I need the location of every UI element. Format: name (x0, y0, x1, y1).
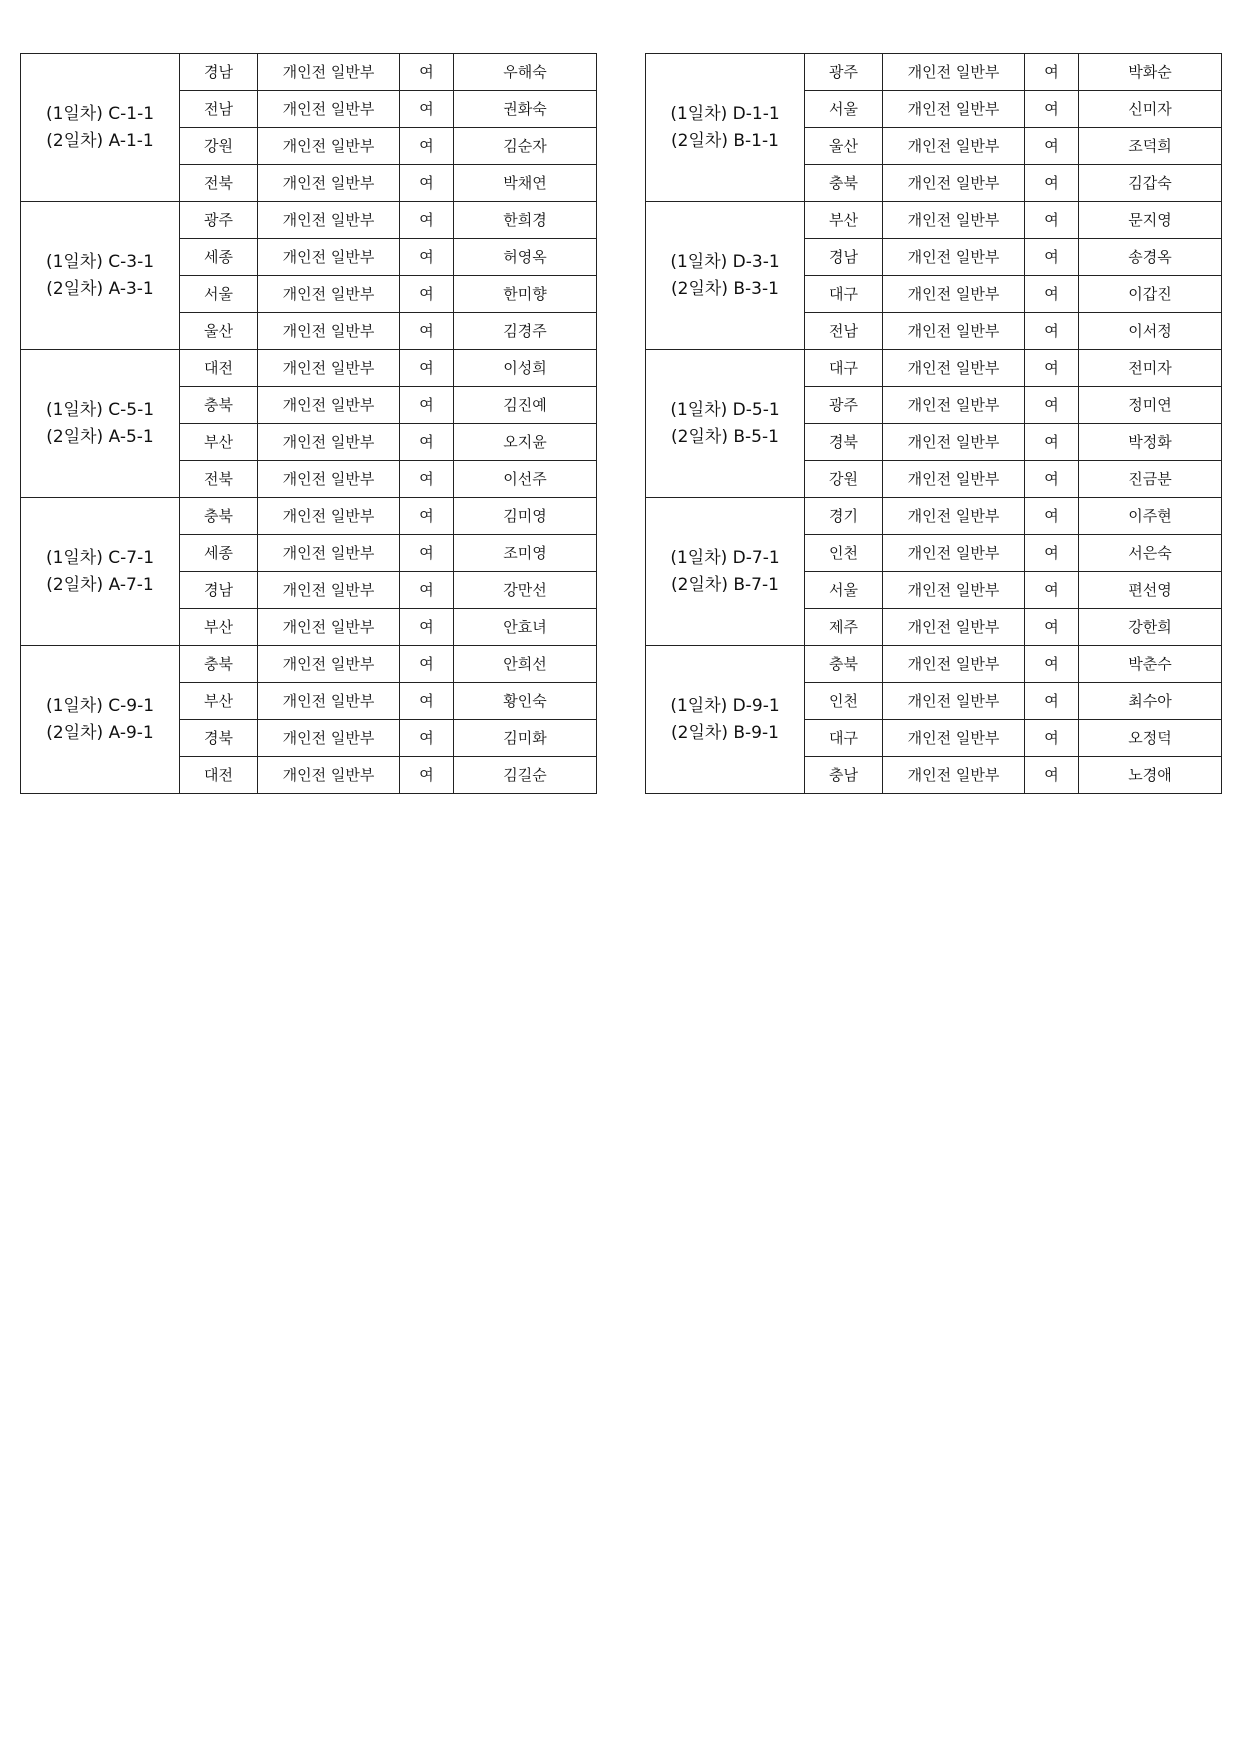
group-day1-label: (1일차) C-9-1 (45, 695, 155, 716)
table-body (21, 54, 597, 794)
region-cell: 서울 (180, 276, 258, 313)
event-cell: 개인전 일반부 (883, 202, 1025, 239)
group-day2-label: (2일차) B-9-1 (671, 722, 779, 743)
gender-cell: 여 (400, 572, 454, 609)
name-cell: 서은숙 (1079, 535, 1222, 572)
gender-cell: 여 (400, 461, 454, 498)
gender-cell: 여 (400, 313, 454, 350)
table-row (21, 202, 597, 239)
table-row (21, 350, 597, 387)
name-cell: 박화순 (1079, 54, 1222, 91)
gender-cell: 여 (400, 720, 454, 757)
name-cell: 박채연 (454, 165, 597, 202)
event-cell: 개인전 일반부 (258, 91, 400, 128)
group-day2-label: (2일차) A-3-1 (46, 278, 154, 299)
gender-cell: 여 (1025, 609, 1079, 646)
region-cell: 부산 (180, 609, 258, 646)
event-cell: 개인전 일반부 (883, 757, 1025, 794)
region-cell: 경북 (805, 424, 883, 461)
event-cell: 개인전 일반부 (883, 54, 1025, 91)
event-cell: 개인전 일반부 (883, 387, 1025, 424)
group-label (21, 202, 180, 350)
region-cell: 충북 (180, 387, 258, 424)
event-cell: 개인전 일반부 (258, 202, 400, 239)
region-cell: 대구 (805, 720, 883, 757)
gender-cell: 여 (1025, 461, 1079, 498)
event-cell: 개인전 일반부 (258, 572, 400, 609)
table-body (646, 54, 1222, 794)
name-cell: 김갑숙 (1079, 165, 1222, 202)
gender-cell: 여 (400, 498, 454, 535)
gender-cell: 여 (400, 683, 454, 720)
group-day1-label: (1일차) C-7-1 (45, 547, 155, 568)
name-cell: 허영옥 (454, 239, 597, 276)
table-row (646, 54, 1222, 91)
region-cell: 대구 (805, 350, 883, 387)
name-cell: 전미자 (1079, 350, 1222, 387)
gender-cell: 여 (400, 757, 454, 794)
gender-cell: 여 (1025, 498, 1079, 535)
region-cell: 강원 (180, 128, 258, 165)
table-row (646, 646, 1222, 683)
event-cell: 개인전 일반부 (258, 498, 400, 535)
group-day2-label: (2일차) A-9-1 (46, 722, 154, 743)
name-cell: 진금분 (1079, 461, 1222, 498)
gender-cell: 여 (400, 387, 454, 424)
event-cell: 개인전 일반부 (883, 535, 1025, 572)
event-cell: 개인전 일반부 (883, 128, 1025, 165)
event-cell: 개인전 일반부 (883, 498, 1025, 535)
region-cell: 서울 (805, 572, 883, 609)
region-cell: 전남 (180, 91, 258, 128)
region-cell: 경남 (805, 239, 883, 276)
gender-cell: 여 (1025, 239, 1079, 276)
region-cell: 충북 (805, 165, 883, 202)
group-day1-label: (1일차) C-5-1 (45, 399, 155, 420)
region-cell: 서울 (805, 91, 883, 128)
gender-cell: 여 (1025, 91, 1079, 128)
group-day2-label: (2일차) B-5-1 (671, 426, 779, 447)
group-label (21, 646, 180, 794)
gender-cell: 여 (1025, 202, 1079, 239)
name-cell: 조미영 (454, 535, 597, 572)
name-cell: 정미연 (1079, 387, 1222, 424)
event-cell: 개인전 일반부 (258, 646, 400, 683)
name-cell: 황인숙 (454, 683, 597, 720)
region-cell: 울산 (180, 313, 258, 350)
gender-cell: 여 (1025, 646, 1079, 683)
gender-cell: 여 (400, 276, 454, 313)
event-cell: 개인전 일반부 (883, 646, 1025, 683)
group-day1-label: (1일차) D-3-1 (670, 251, 780, 272)
region-cell: 세종 (180, 535, 258, 572)
gender-cell: 여 (1025, 165, 1079, 202)
region-cell: 부산 (180, 683, 258, 720)
region-cell: 세종 (180, 239, 258, 276)
name-cell: 강만선 (454, 572, 597, 609)
group-day1-label: (1일차) D-7-1 (670, 547, 780, 568)
group-day1-label: (1일차) C-1-1 (45, 103, 155, 124)
event-cell: 개인전 일반부 (258, 128, 400, 165)
event-cell: 개인전 일반부 (883, 350, 1025, 387)
name-cell: 안희선 (454, 646, 597, 683)
region-cell: 전북 (180, 165, 258, 202)
region-cell: 충북 (180, 498, 258, 535)
region-cell: 경기 (805, 498, 883, 535)
gender-cell: 여 (1025, 720, 1079, 757)
name-cell: 한미향 (454, 276, 597, 313)
event-cell: 개인전 일반부 (883, 165, 1025, 202)
region-cell: 인천 (805, 535, 883, 572)
name-cell: 김경주 (454, 313, 597, 350)
name-cell: 편선영 (1079, 572, 1222, 609)
region-cell: 경남 (180, 54, 258, 91)
region-cell: 경북 (180, 720, 258, 757)
name-cell: 신미자 (1079, 91, 1222, 128)
region-cell: 부산 (805, 202, 883, 239)
group-label (646, 646, 805, 794)
region-cell: 광주 (805, 387, 883, 424)
event-cell: 개인전 일반부 (883, 720, 1025, 757)
group-label (646, 498, 805, 646)
name-cell: 최수아 (1079, 683, 1222, 720)
name-cell: 이성희 (454, 350, 597, 387)
gender-cell: 여 (400, 646, 454, 683)
name-cell: 문지영 (1079, 202, 1222, 239)
name-cell: 안효녀 (454, 609, 597, 646)
name-cell: 조덕희 (1079, 128, 1222, 165)
event-cell: 개인전 일반부 (883, 239, 1025, 276)
name-cell: 오지윤 (454, 424, 597, 461)
region-cell: 대구 (805, 276, 883, 313)
region-cell: 전북 (180, 461, 258, 498)
event-cell: 개인전 일반부 (883, 683, 1025, 720)
group-day2-label: (2일차) B-1-1 (671, 130, 779, 151)
table-row (21, 646, 597, 683)
group-label (21, 350, 180, 498)
group-day2-label: (2일차) A-7-1 (46, 574, 154, 595)
gender-cell: 여 (1025, 535, 1079, 572)
name-cell: 한희경 (454, 202, 597, 239)
region-cell: 제주 (805, 609, 883, 646)
name-cell: 권화숙 (454, 91, 597, 128)
name-cell: 우해숙 (454, 54, 597, 91)
gender-cell: 여 (1025, 424, 1079, 461)
group-day1-label: (1일차) D-1-1 (670, 103, 780, 124)
gender-cell: 여 (400, 535, 454, 572)
event-cell: 개인전 일반부 (883, 91, 1025, 128)
event-cell: 개인전 일반부 (258, 276, 400, 313)
region-cell: 충북 (805, 646, 883, 683)
event-cell: 개인전 일반부 (258, 424, 400, 461)
gender-cell: 여 (400, 424, 454, 461)
name-cell: 이서정 (1079, 313, 1222, 350)
bracket-table-right (645, 53, 1222, 794)
name-cell: 강한희 (1079, 609, 1222, 646)
name-cell: 박정화 (1079, 424, 1222, 461)
name-cell: 박춘수 (1079, 646, 1222, 683)
name-cell: 김진예 (454, 387, 597, 424)
group-label (646, 202, 805, 350)
region-cell: 부산 (180, 424, 258, 461)
event-cell: 개인전 일반부 (883, 424, 1025, 461)
event-cell: 개인전 일반부 (258, 535, 400, 572)
gender-cell: 여 (400, 350, 454, 387)
gender-cell: 여 (1025, 387, 1079, 424)
event-cell: 개인전 일반부 (258, 165, 400, 202)
event-cell: 개인전 일반부 (883, 572, 1025, 609)
gender-cell: 여 (1025, 350, 1079, 387)
gender-cell: 여 (400, 91, 454, 128)
group-day1-label: (1일차) D-9-1 (670, 695, 780, 716)
region-cell: 인천 (805, 683, 883, 720)
event-cell: 개인전 일반부 (258, 387, 400, 424)
group-day2-label: (2일차) B-7-1 (671, 574, 779, 595)
name-cell: 김미화 (454, 720, 597, 757)
group-day1-label: (1일차) C-3-1 (45, 251, 155, 272)
gender-cell: 여 (1025, 276, 1079, 313)
gender-cell: 여 (400, 128, 454, 165)
table-row (646, 350, 1222, 387)
gender-cell: 여 (400, 165, 454, 202)
event-cell: 개인전 일반부 (883, 313, 1025, 350)
gender-cell: 여 (1025, 757, 1079, 794)
event-cell: 개인전 일반부 (883, 276, 1025, 313)
name-cell: 오정덕 (1079, 720, 1222, 757)
gender-cell: 여 (1025, 683, 1079, 720)
name-cell: 김미영 (454, 498, 597, 535)
name-cell: 노경애 (1079, 757, 1222, 794)
group-day2-label: (2일차) A-5-1 (46, 426, 154, 447)
region-cell: 울산 (805, 128, 883, 165)
table-row (21, 54, 597, 91)
name-cell: 이갑진 (1079, 276, 1222, 313)
region-cell: 광주 (180, 202, 258, 239)
region-cell: 충남 (805, 757, 883, 794)
region-cell: 강원 (805, 461, 883, 498)
event-cell: 개인전 일반부 (258, 609, 400, 646)
gender-cell: 여 (400, 54, 454, 91)
group-day2-label: (2일차) B-3-1 (671, 278, 779, 299)
name-cell: 송경옥 (1079, 239, 1222, 276)
table-row (646, 498, 1222, 535)
gender-cell: 여 (1025, 313, 1079, 350)
gender-cell: 여 (1025, 572, 1079, 609)
gender-cell: 여 (400, 609, 454, 646)
group-label (646, 350, 805, 498)
region-cell: 광주 (805, 54, 883, 91)
table-row (21, 498, 597, 535)
gender-cell: 여 (1025, 128, 1079, 165)
region-cell: 대전 (180, 350, 258, 387)
name-cell: 김길순 (454, 757, 597, 794)
name-cell: 이주현 (1079, 498, 1222, 535)
table-row (646, 202, 1222, 239)
event-cell: 개인전 일반부 (258, 720, 400, 757)
event-cell: 개인전 일반부 (258, 757, 400, 794)
gender-cell: 여 (400, 202, 454, 239)
event-cell: 개인전 일반부 (258, 350, 400, 387)
name-cell: 이선주 (454, 461, 597, 498)
event-cell: 개인전 일반부 (258, 54, 400, 91)
event-cell: 개인전 일반부 (258, 683, 400, 720)
event-cell: 개인전 일반부 (883, 461, 1025, 498)
event-cell: 개인전 일반부 (258, 461, 400, 498)
group-label (646, 54, 805, 202)
bracket-table-left (20, 53, 597, 794)
region-cell: 전남 (805, 313, 883, 350)
group-label (21, 54, 180, 202)
region-cell: 충북 (180, 646, 258, 683)
name-cell: 김순자 (454, 128, 597, 165)
region-cell: 경남 (180, 572, 258, 609)
gender-cell: 여 (400, 239, 454, 276)
group-label (21, 498, 180, 646)
event-cell: 개인전 일반부 (883, 609, 1025, 646)
gender-cell: 여 (1025, 54, 1079, 91)
group-day1-label: (1일차) D-5-1 (670, 399, 780, 420)
event-cell: 개인전 일반부 (258, 239, 400, 276)
group-day2-label: (2일차) A-1-1 (46, 130, 154, 151)
event-cell: 개인전 일반부 (258, 313, 400, 350)
region-cell: 대전 (180, 757, 258, 794)
